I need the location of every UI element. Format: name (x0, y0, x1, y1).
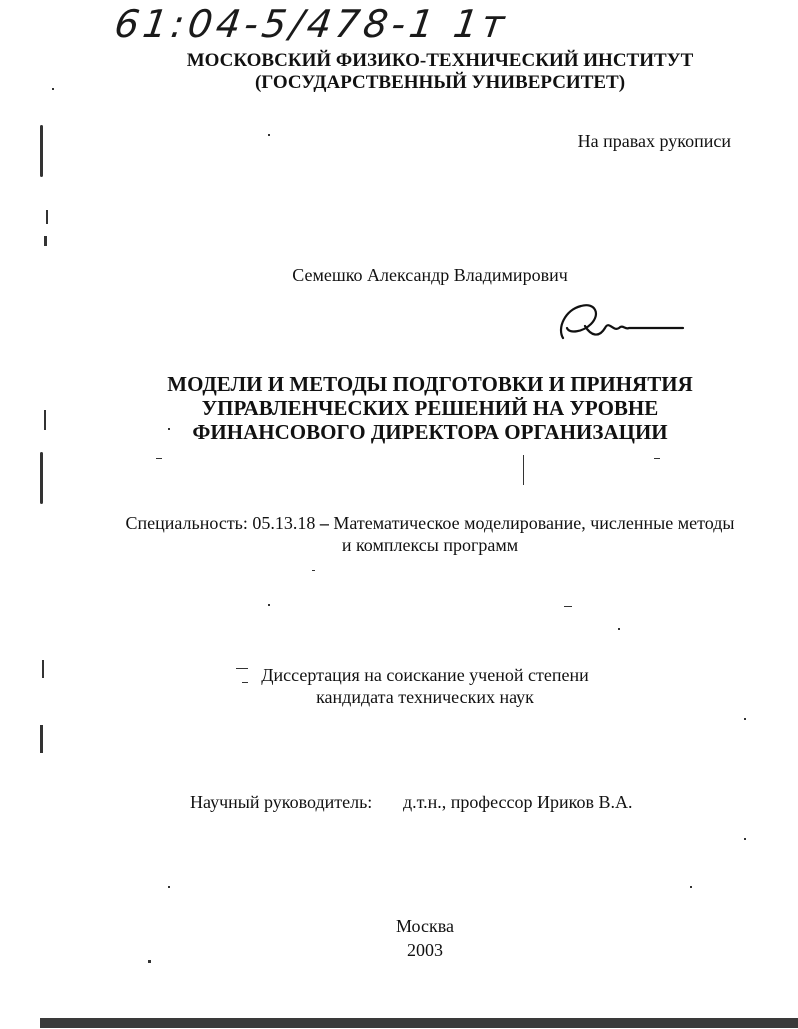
scan-artifact-dot (523, 455, 524, 485)
degree-block (200, 664, 650, 708)
specialty-block (100, 512, 760, 556)
year: 2003 (407, 940, 443, 960)
scan-artifact-dot (268, 134, 270, 136)
imprint (300, 914, 550, 962)
scan-artifact-dot (242, 682, 248, 683)
scan-artifact-mark (40, 725, 43, 753)
specialty-label: Специальность: (125, 513, 248, 533)
degree-line-1: Диссертация на соискание ученой степени (261, 665, 589, 685)
scan-artifact-dot (168, 886, 170, 888)
specialty-line-2: и комплексы программ (341, 535, 519, 555)
specialty-name: Математическое моделирование, численные методы (333, 513, 735, 533)
scan-artifact-dot (168, 428, 170, 430)
scan-artifact-dot (744, 718, 746, 720)
signature-mark (555, 298, 690, 350)
scan-artifact-dot (52, 88, 54, 90)
archive-code-handwritten: 61:04-5/478-1 1т (111, 2, 512, 46)
dissertation-title (110, 372, 750, 444)
specialty-line-1 (100, 512, 760, 534)
rights-notice: На правах рукописи (577, 131, 731, 151)
author-name: Семешко Александр Владимирович (292, 265, 568, 285)
scan-artifact-mark (44, 410, 46, 430)
scan-artifact-mark (44, 236, 47, 246)
advisor-name: д.т.н., профессор Ириков В.А. (403, 792, 633, 812)
scan-artifact-dot (148, 960, 151, 963)
scan-artifact-dot (690, 886, 692, 888)
institution-line-2: (ГОСУДАРСТВЕННЫЙ УНИВЕРСИТЕТ) (254, 72, 626, 93)
scan-artifact-dot (744, 838, 746, 840)
title-line-2: УПРАВЛЕНЧЕСКИХ РЕШЕНИЙ НА УРОВНЕ (201, 396, 659, 420)
scan-artifact-mark (46, 210, 48, 224)
scan-artifact-mark (42, 660, 44, 678)
scan-artifact-dot (618, 628, 620, 630)
scan-artifact-dot (236, 668, 248, 669)
city: Москва (396, 916, 454, 936)
institution-name (150, 50, 730, 94)
scan-bottom-edge (40, 1018, 798, 1028)
scan-artifact-mark (40, 125, 43, 177)
scan-artifact-dot (654, 458, 660, 459)
degree-line-2: кандидата технических наук (316, 687, 534, 707)
title-line-3: ФИНАНСОВОГО ДИРЕКТОРА ОРГАНИЗАЦИИ (192, 420, 668, 444)
scan-artifact-dot (564, 606, 572, 607)
institution-line-1: МОСКОВСКИЙ ФИЗИКО-ТЕХНИЧЕСКИЙ ИНСТИТУТ (186, 50, 694, 71)
scan-artifact-mark (40, 452, 43, 504)
scan-artifact-dot (156, 458, 162, 459)
scan-artifact-dot (268, 604, 270, 606)
title-line-1: МОДЕЛИ И МЕТОДЫ ПОДГОТОВКИ И ПРИНЯТИЯ (167, 372, 693, 396)
specialty-dash: – (319, 513, 329, 533)
specialty-code: 05.13.18 (252, 513, 316, 533)
advisor-label: Научный руководитель: (190, 792, 373, 812)
scan-artifact-dot (312, 570, 315, 571)
